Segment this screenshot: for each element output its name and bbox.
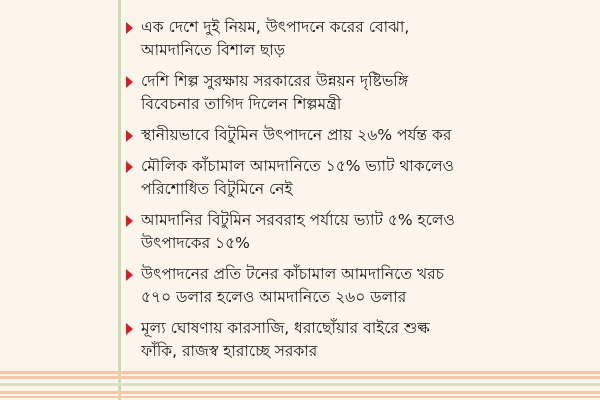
band-stripe <box>0 371 600 374</box>
decorative-bottom-bands <box>0 371 600 400</box>
band-stripe <box>0 396 600 398</box>
list-item-text: দেশি শিল্প সুরক্ষায় সরকারের উন্নয়ন দৃষ্টিভঙ্গি বিবেচনার তাগিদ দিলেন শিল্পমন্ত্রী <box>141 72 409 113</box>
list-item-text: উৎপাদনের প্রতি টনের কাঁচামাল আমদানিতে খরচ ৫৭০ ডলার হলেও আমদানিতে ২৬০ ডলার <box>141 265 445 306</box>
list-item <box>124 209 594 255</box>
list-item-text: মৌলিক কাঁচামাল আমদানিতে ১৫% ভ্যাট থাকলেও পরিশোধিত বিটুমিনে নেই <box>141 157 454 198</box>
band-stripe <box>0 376 600 379</box>
list-item-text: মূল্য ঘোষণায় কারসাজি, ধরাছোঁয়ার বাইরে শুল্ক ফাঁকি, রাজস্ব হারাচ্ছে সরকার <box>141 319 430 360</box>
list-item <box>124 16 594 62</box>
list-item <box>124 124 594 147</box>
list-item <box>124 155 594 201</box>
triangle-bullet-icon <box>126 269 133 281</box>
band-stripe <box>0 391 600 394</box>
list-item <box>124 317 594 363</box>
list-item <box>124 263 594 309</box>
highlights-list <box>124 16 594 371</box>
vertical-divider-line <box>118 0 121 400</box>
list-item <box>124 70 594 116</box>
list-item-text: স্থানীয়ভাবে বিটুমিন উৎপাদনে প্রায় ২৬% পর্যন্ত কর <box>141 126 452 144</box>
band-stripe <box>0 383 600 386</box>
triangle-bullet-icon <box>126 161 133 173</box>
triangle-bullet-icon <box>126 215 133 227</box>
triangle-bullet-icon <box>126 323 133 335</box>
triangle-bullet-icon <box>126 22 133 34</box>
triangle-bullet-icon <box>126 130 133 142</box>
list-item-text: এক দেশে দুই নিয়ম, উৎপাদনে করের বোঝা, আমদানিতে বিশাল ছাড় <box>141 18 410 59</box>
list-item-text: আমদানির বিটুমিন সরবরাহ পর্যায়ে ভ্যাট ৫% হলেও উৎপাদকের ১৫% <box>141 211 455 252</box>
triangle-bullet-icon <box>126 76 133 88</box>
